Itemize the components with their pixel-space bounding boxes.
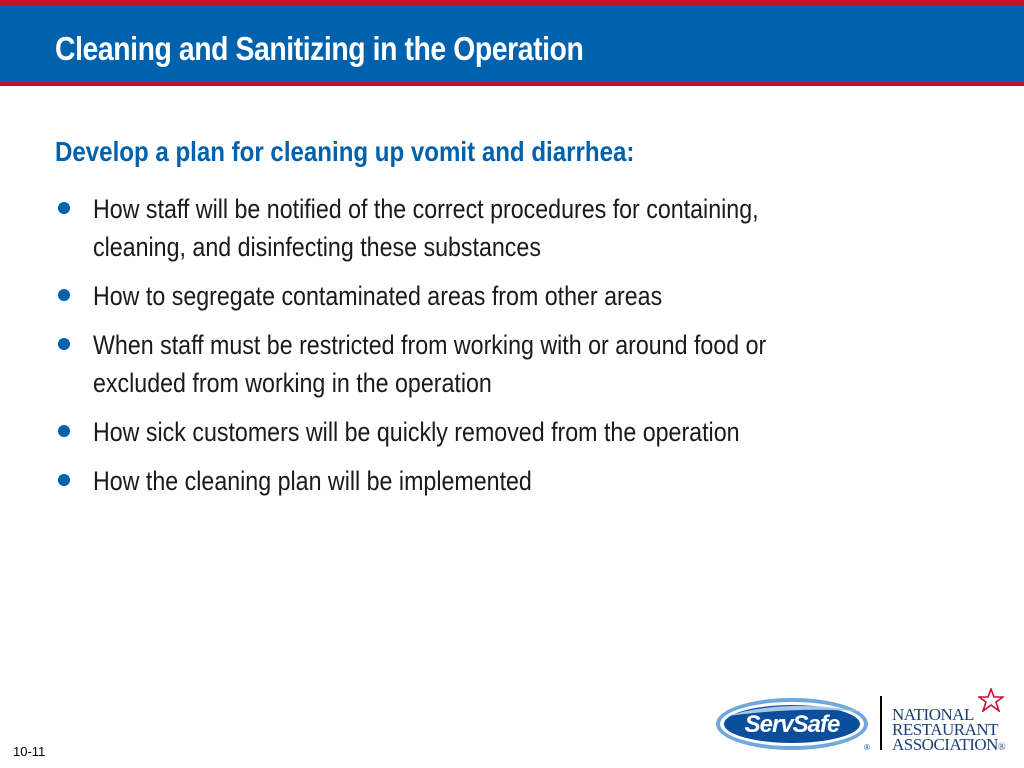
servsafe-registered-mark: ®	[864, 743, 870, 752]
page-number: 10-11	[13, 744, 46, 759]
servsafe-logo-text: ServSafe	[744, 711, 840, 738]
logo-area	[714, 686, 1014, 758]
bullet-dot-icon	[58, 474, 70, 486]
bullet-item	[55, 190, 955, 266]
title-bar	[0, 0, 1024, 86]
bullet-item	[55, 462, 955, 500]
servsafe-logo	[714, 694, 874, 754]
nra-registered-mark: ®	[997, 742, 1006, 753]
bullet-dot-icon	[58, 425, 70, 437]
nra-logo	[892, 686, 1012, 756]
slide-content	[55, 132, 955, 511]
bullet-text: How to segregate contaminated areas from other areas	[93, 281, 663, 311]
bullet-item	[55, 413, 955, 451]
bullet-text: How sick customers will be quickly removed from the operation	[93, 417, 740, 447]
bullet-item	[55, 326, 955, 402]
bullet-text: When staff must be restricted from working with or around food or excluded from working in the operation	[93, 330, 767, 398]
bullet-item	[55, 277, 955, 315]
logo-divider	[880, 696, 882, 750]
bullet-list	[55, 190, 955, 500]
bullet-dot-icon	[58, 338, 70, 350]
nra-line-1: NATIONAL	[892, 705, 974, 724]
slide-title: Cleaning and Sanitizing in the Operation	[55, 30, 584, 67]
bullet-dot-icon	[58, 202, 70, 214]
nra-line-3	[892, 736, 1005, 756]
bullet-dot-icon	[58, 289, 70, 301]
star-icon	[978, 688, 1004, 712]
content-heading: Develop a plan for cleaning up vomit and diarrhea:	[55, 136, 635, 167]
bullet-text: How staff will be notified of the correct procedures for containing, cleaning, and disinfecting these substances	[93, 194, 759, 262]
nra-line-3-text: ASSOCIATION	[892, 735, 998, 754]
nra-line-2: RESTAURANT	[892, 720, 999, 739]
bullet-text: How the cleaning plan will be implemented	[93, 466, 532, 496]
